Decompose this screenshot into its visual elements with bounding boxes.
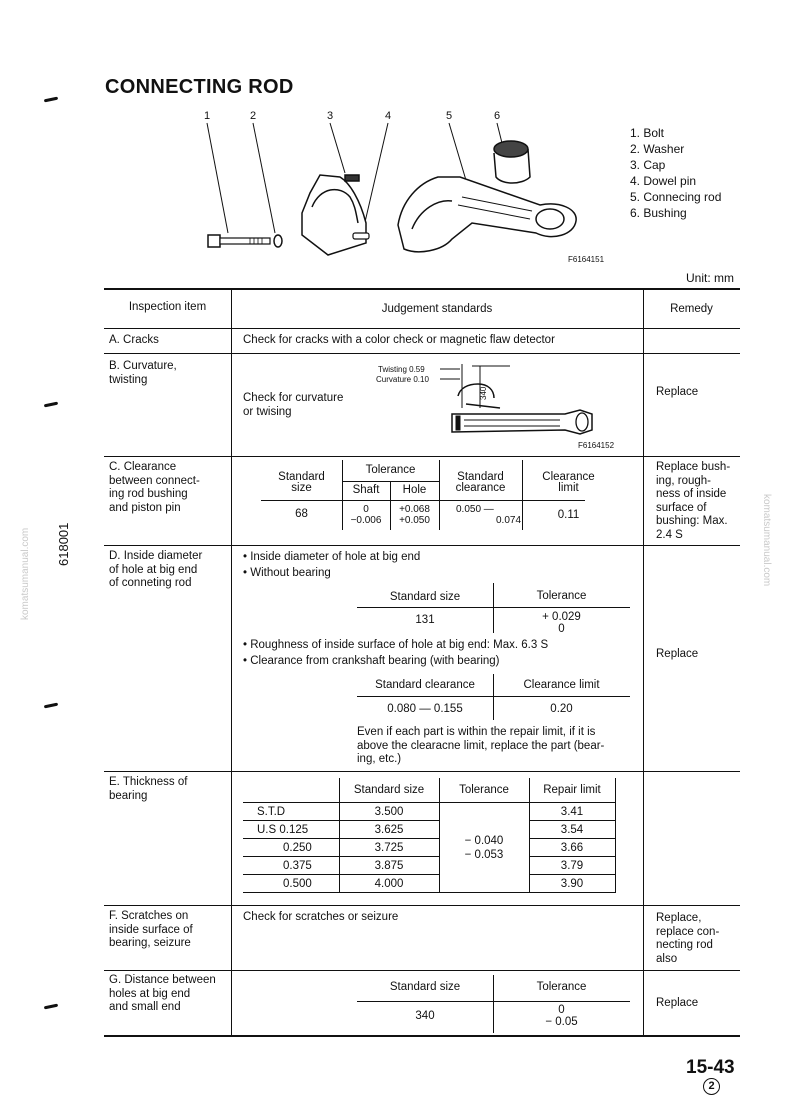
callout-2: 2 <box>250 110 257 122</box>
e-std-size: 3.625 <box>374 824 404 836</box>
row-g-item: G. Distance between holes at big end and small end <box>109 974 216 1013</box>
d-bullet-3: • Roughness of inside surface of hole at big end: Max. 6.3 S <box>243 639 549 651</box>
callout-3: 3 <box>327 110 334 122</box>
d-bullet-4: • Clearance from crankshaft bearing (with bearing) <box>243 655 500 667</box>
legend-item: 2. Washer <box>630 142 685 156</box>
g-tolerance: 0 − 0.05 <box>545 1004 578 1028</box>
e-label-0250: 0.250 <box>283 842 312 854</box>
e-repair-limit: 3.66 <box>560 842 584 854</box>
curvature-label: Curvature 0.10 <box>376 375 429 384</box>
c-shaft: 0 −0.006 <box>350 504 382 526</box>
e-label-0375: 0.375 <box>283 860 312 872</box>
legend-item: 4. Dowel pin <box>630 174 697 188</box>
e-header-std-size: Standard size <box>353 784 425 796</box>
e-repair-limit: 3.54 <box>560 824 584 836</box>
e-tolerance: − 0.040 − 0.053 <box>464 835 504 861</box>
legend-item: 3. Cap <box>630 158 666 172</box>
row-f-standard: Check for scratches or seizure <box>243 911 399 923</box>
e-std-size: 3.725 <box>374 842 404 854</box>
c-std-clearance-a: 0.050 — <box>456 504 494 515</box>
header-inspection-item: Inspection item <box>128 301 207 313</box>
c-header-std-size: Standard size <box>278 471 325 494</box>
e-label-std: S.T.D <box>257 806 286 818</box>
e-header-tolerance: Tolerance <box>459 784 509 796</box>
legend-item: 6. Bushing <box>630 206 687 220</box>
g-header-tolerance: Tolerance <box>536 981 587 993</box>
c-header-std-clearance: Standard clearance <box>455 471 506 494</box>
parts-legend <box>630 125 721 221</box>
e-label-0500: 0.500 <box>283 878 312 890</box>
unit-label: Unit: mm <box>686 271 734 285</box>
row-f-remedy: Replace, replace con- necting rod also <box>656 912 720 965</box>
e-repair-limit: 3.90 <box>560 878 584 890</box>
scan-mark <box>44 402 58 408</box>
d-bullet-1: • Inside diameter of hole at big end <box>243 551 421 563</box>
e-std-size: 4.000 <box>374 878 404 890</box>
page-title: CONNECTING ROD <box>105 76 294 98</box>
g-std-size: 340 <box>415 1010 435 1022</box>
e-repair-limit: 3.79 <box>560 860 584 872</box>
d-tolerance: + 0.029 0 <box>542 611 581 635</box>
side-code: 618001 <box>56 522 71 566</box>
cap-drawing <box>302 175 366 255</box>
callout-1: 1 <box>204 110 211 122</box>
c-header-clearance-limit: Clearance limit <box>542 471 595 494</box>
connecting-rod-drawing <box>398 177 576 252</box>
row-b-standard: Check for curvature or twising <box>243 392 344 418</box>
c-header-shaft: Shaft <box>352 484 380 496</box>
revision-badge: 2 <box>703 1078 720 1095</box>
row-d-item: D. Inside diameter of hole at big end of conneting rod <box>109 550 203 589</box>
row-c-remedy: Replace bush- ing, rough- ness of inside surface of bushing: Max. 2.4 S <box>656 461 731 541</box>
row-c-item: C. Clearance between connect- ing rod bushing and piston pin <box>109 461 200 514</box>
connecting-rod-exploded-figure <box>190 105 620 270</box>
callout-4: 4 <box>385 110 392 122</box>
scan-mark <box>44 1004 58 1010</box>
dowel-pin-drawing <box>353 233 369 239</box>
row-b-item: B. Curvature, twisting <box>109 360 177 386</box>
g-header-std-size: Standard size <box>389 981 461 993</box>
figure-id-2: F6164152 <box>578 441 615 450</box>
c-clearance-limit: 0.11 <box>557 509 580 521</box>
callout-6: 6 <box>494 110 501 122</box>
d-header-std-clearance: Standard clearance <box>375 679 475 691</box>
washer-drawing <box>274 235 282 247</box>
bushing-drawing <box>494 141 530 183</box>
row-d-remedy: Replace <box>656 648 699 660</box>
callout-5: 5 <box>446 110 453 122</box>
c-std-size: 68 <box>295 508 308 520</box>
legend-item: 5. Connecing rod <box>630 190 722 204</box>
e-header-repair-limit: Repair limit <box>543 784 601 796</box>
twisting-label: Twisting 0.59 <box>378 365 425 374</box>
row-f-item: F. Scratches on inside surface of bearing, seizure <box>109 910 193 949</box>
c-header-tolerance: Tolerance <box>365 464 416 476</box>
e-repair-limit: 3.41 <box>560 806 584 818</box>
d-std-clearance: 0.080 — 0.155 <box>387 703 463 715</box>
watermark-right: komatsumanual.com <box>761 494 772 587</box>
header-judgement-standards: Judgement standards <box>381 303 493 315</box>
figure-id: F6164151 <box>568 255 605 264</box>
d-note: Even if each part is within the repair limit, if it is above the clearacne limit, replace the part (bear- ing, etc.) <box>357 726 605 765</box>
scan-mark <box>44 703 58 709</box>
row-e-item: E. Thickness of bearing <box>109 776 188 802</box>
c-std-clearance-b: 0.074 <box>496 515 522 526</box>
bolt-drawing <box>208 235 270 247</box>
curvature-twist-figure <box>370 360 642 454</box>
d-bullet-2: • Without bearing <box>243 567 331 579</box>
e-label-us-0125: U.S 0.125 <box>257 824 309 836</box>
e-std-size: 3.875 <box>374 860 404 872</box>
row-a-standard: Check for cracks with a color check or magnetic flaw detector <box>243 334 555 346</box>
d-std-size: 131 <box>415 614 435 626</box>
d-header-std-size: Standard size <box>389 591 461 603</box>
row-a-item: A. Cracks <box>109 334 159 346</box>
watermark-left: komatsumanual.com <box>20 527 31 620</box>
d-clearance-limit: 0.20 <box>550 703 573 715</box>
header-remedy: Remedy <box>670 303 713 315</box>
dim-label: 340 <box>479 386 488 400</box>
d-header-tolerance: Tolerance <box>536 590 587 602</box>
c-header-hole: Hole <box>402 484 427 496</box>
page-number: 15-43 <box>686 1057 735 1078</box>
legend-item: 1. Bolt <box>630 126 665 140</box>
e-std-size: 3.500 <box>374 806 404 818</box>
d-header-clearance-limit: Clearance limit <box>523 679 600 691</box>
c-hole: +0.068 +0.050 <box>399 504 430 526</box>
row-g-remedy: Replace <box>656 997 699 1009</box>
row-b-remedy: Replace <box>656 386 699 398</box>
scan-mark <box>44 97 58 103</box>
